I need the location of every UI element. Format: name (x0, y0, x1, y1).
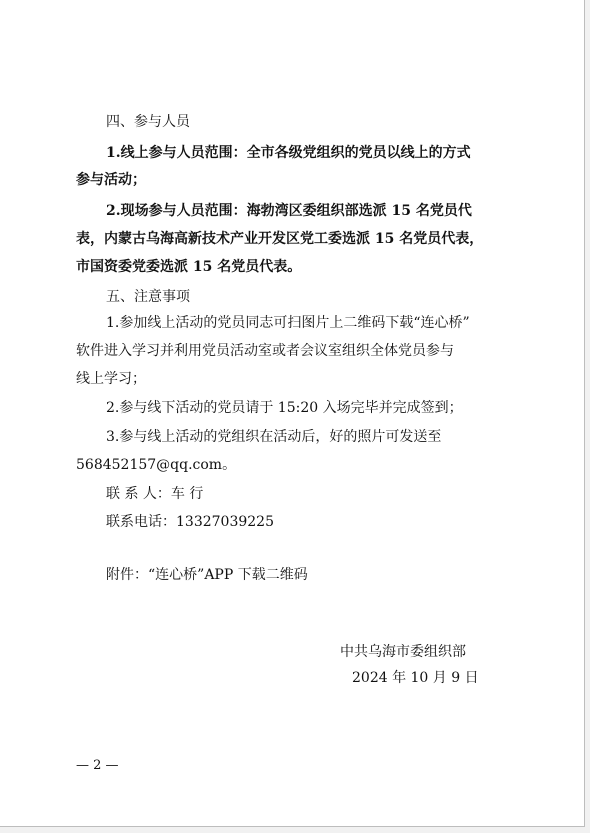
online-participants-line2: 参与活动； (76, 172, 146, 188)
onsite-participants-line1: 2.现场参与人员范围：海勃湾区委组织部选派 15 名党员代 (106, 203, 472, 219)
note2: 2.参与线下活动的党员请于 15:20 入场完毕并完成签到； (106, 400, 463, 416)
attachment-note: 附件：“连心桥”APP 下载二维码 (106, 567, 308, 583)
page-number: — 2 — (76, 758, 119, 773)
contact-person: 联 系 人：车 行 (106, 486, 204, 502)
note1-line3: 线上学习； (76, 371, 146, 387)
note3-line2: 568452157@qq.com。 (76, 457, 237, 473)
note3-line1: 3.参与线上活动的党组织在活动后，好的照片可发送至 (106, 429, 442, 445)
section-heading-notes: 五、注意事项 (106, 289, 190, 305)
note1-line1: 1.参加线上活动的党员同志可扫图片上二维码下载“连心桥” (106, 315, 470, 331)
signature-date: 2024 年 10 月 9 日 (352, 670, 479, 686)
contact-phone: 联系电话：13327039225 (106, 514, 274, 530)
onsite-participants-line3: 市国资委党委选派 15 名党员代表。 (76, 259, 302, 275)
onsite-participants-line2: 表，内蒙古乌海高新技术产业开发区党工委选派 15 名党员代表， (76, 231, 484, 247)
online-participants-line1: 1.线上参与人员范围：全市各级党组织的党员以线上的方式 (106, 145, 471, 161)
section-heading-participants: 四、参与人员 (106, 114, 190, 130)
note1-line2: 软件进入学习并利用党员活动室或者会议室组织全体党员参与 (76, 343, 454, 359)
signature-org: 中共乌海市委组织部 (340, 644, 466, 660)
